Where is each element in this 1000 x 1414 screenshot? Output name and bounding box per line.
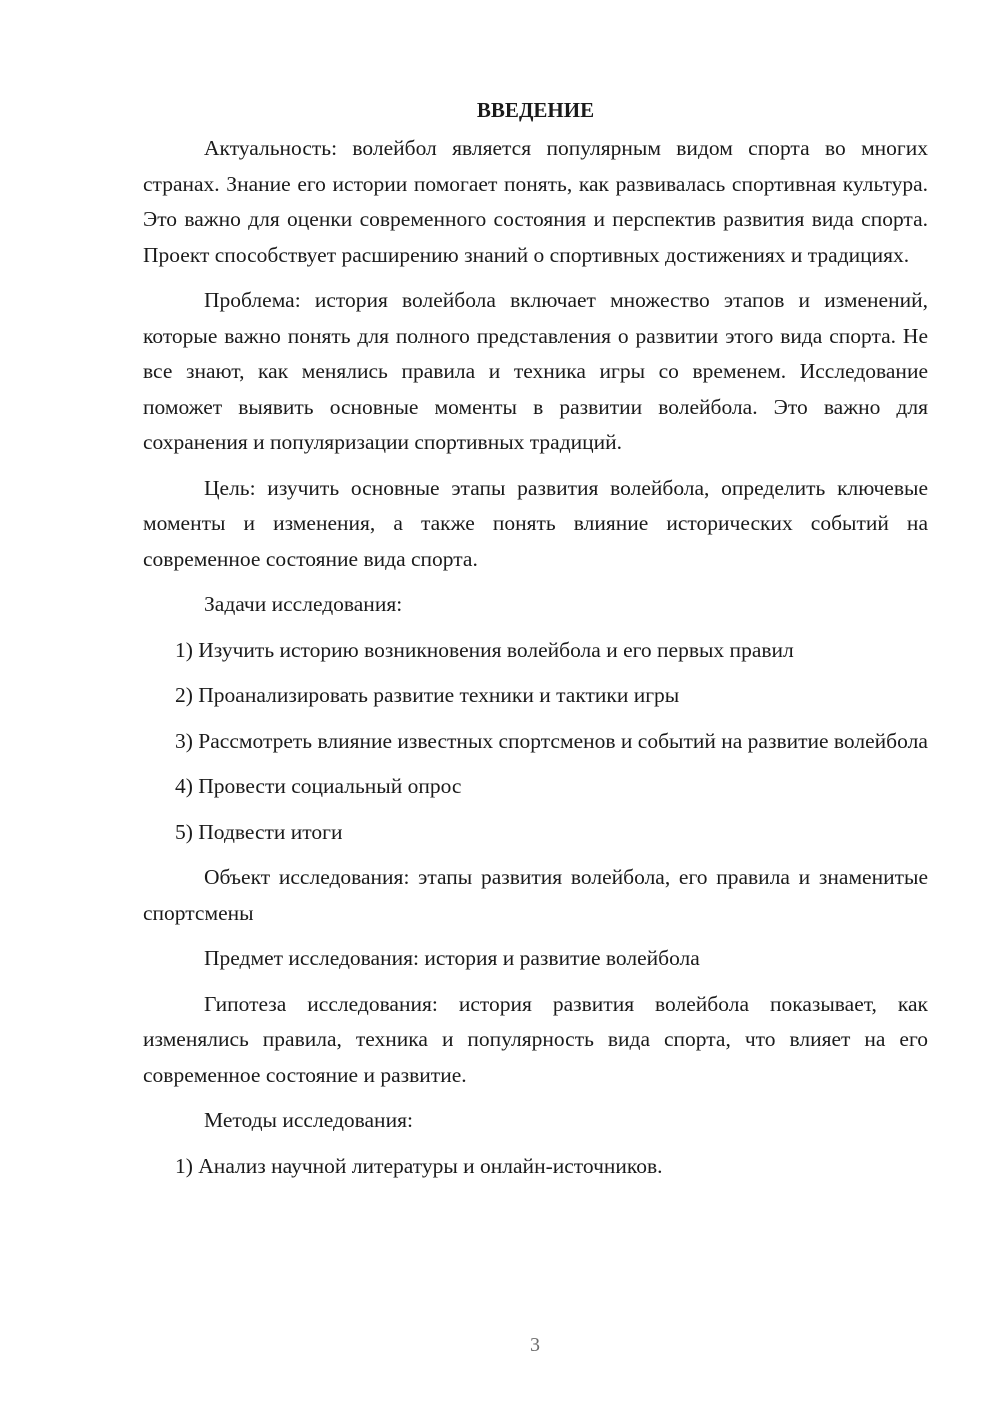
page-number: 3: [530, 1334, 540, 1356]
task-item-5: 5) Подвести итоги: [175, 819, 343, 844]
hypothesis-paragraph: Гипотеза исследования: история развития волейбола показывает, как изменялись правила, техника и популярность вида спорта, что влияет на его современное состояние и развитие.: [143, 991, 928, 1087]
goal-paragraph: Цель: изучить основные этапы развития волейбола, определить ключевые моменты и изменения, а также понять влияние исторических событий на современное состояние вида спорта.: [143, 475, 928, 571]
tasks-heading: Задачи исследования:: [204, 592, 403, 616]
task-item-3: 3) Рассмотреть влияние известных спортсменов и событий на развитие волейбола: [175, 728, 928, 753]
methods-heading: Методы исследования:: [204, 1108, 413, 1132]
task-item-2: 2) Проанализировать развитие техники и тактики игры: [175, 683, 680, 707]
page-title: ВВЕДЕНИЕ: [476, 98, 595, 122]
relevance-paragraph: Актуальность: волейбол является популярным видом спорта во многих странах. Знание его истории помогает понять, как развивалась спортивная культура. Это важно для оценки современного состояния и перспектив развития вида спорта. Проект способствует расширению знаний о спортивных достижениях и традициях.: [143, 136, 928, 267]
object-paragraph: Объект исследования: этапы развития волейбола, его правила и знаменитые спортсмены: [143, 865, 928, 925]
document-body: [143, 93, 928, 1194]
subject-paragraph: Предмет исследования: история и развитие волейбола: [204, 946, 700, 970]
task-item-1: 1) Изучить историю возникновения волейбола и его первых правил: [175, 637, 794, 662]
method-item-1: 1) Анализ научной литературы и онлайн-источников.: [175, 1153, 663, 1178]
task-item-4: 4) Провести социальный опрос: [175, 774, 462, 798]
problem-paragraph: Проблема: история волейбола включает множество этапов и изменений, которые важно понять для полного представления о развитии этого вида спорта. Не все знают, как менялись правила и техника игры со временем. Исследование поможет выявить основные моменты в развитии волейбола. Это важно для сохранения и популяризации спортивных традиций.: [143, 288, 928, 454]
